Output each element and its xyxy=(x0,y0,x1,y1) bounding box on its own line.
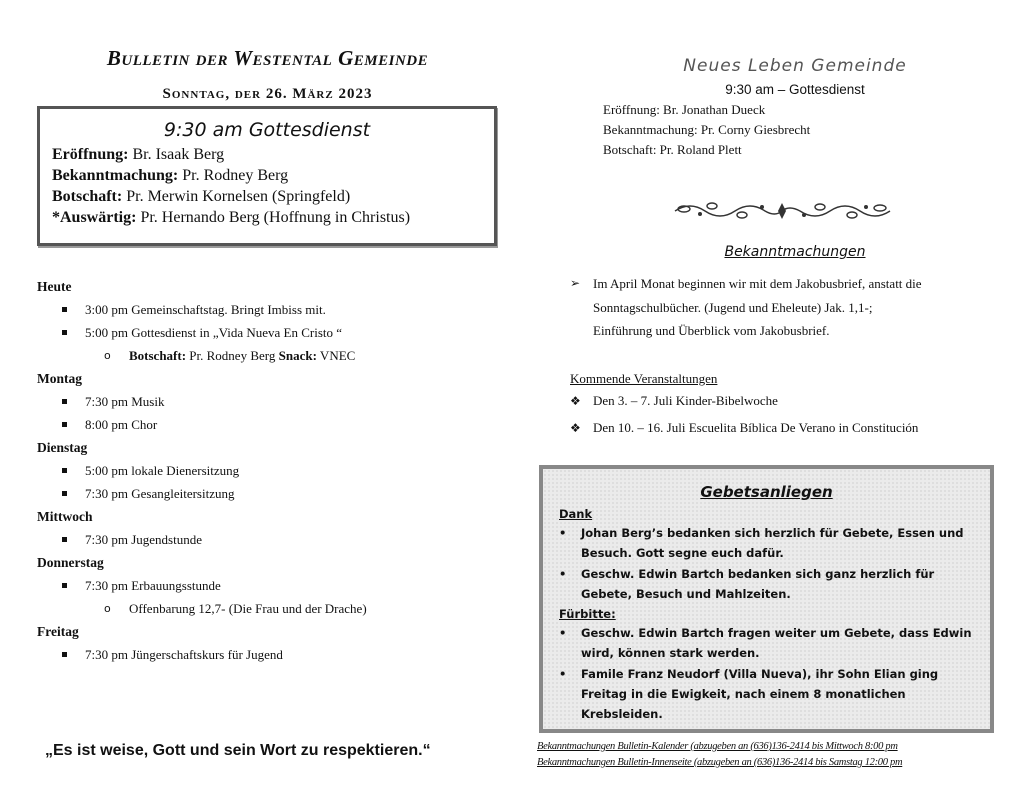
service-line-opening: Eröffnung: Br. Isaak Berg xyxy=(52,146,225,163)
closing-quote: „Es ist weise, Gott und sein Wort zu respektieren.“ xyxy=(45,742,431,759)
list-item: 5:00 pm Gottesdienst in „Vida Nueva En Cristo “ xyxy=(37,324,507,347)
service-line-announcement: Bekanntmachung: Pr. Rodney Berg xyxy=(52,167,289,184)
service-box-title: 9:30 am Gottesdienst xyxy=(163,119,371,141)
day-donnerstag: Donnerstag xyxy=(37,555,104,570)
list-item: 7:30 pm Gesangleitersitzung xyxy=(37,485,507,508)
list-item: 3:00 pm Gemeinschaftstag. Bringt Imbiss mit. xyxy=(37,301,507,324)
day-montag: Montag xyxy=(37,371,82,386)
bulletin-title: Bulletin der Westental Gemeinde xyxy=(106,46,429,70)
role-line: Botschaft: Pr. Roland Plett xyxy=(603,142,742,157)
list-item: • Johan Berg’s bedanken sich herzlich für Gebete, Essen und Besuch. Gott segne euch dafür. xyxy=(559,526,964,560)
day-dienstag: Dienstag xyxy=(37,440,88,455)
role-line: Bekanntmachung: Pr. Corny Giesbrecht xyxy=(603,122,811,137)
prayer-box xyxy=(539,465,994,733)
list-item: 8:00 pm Chor xyxy=(37,416,507,439)
intercession-label: Fürbitte: xyxy=(559,607,616,621)
events-title: Kommende Veranstaltungen xyxy=(570,371,718,386)
service-line-external: *Auswärtig: Pr. Hernando Berg (Hoffnung in Christus) xyxy=(52,209,411,226)
church-name: Neues Leben Gemeinde xyxy=(683,56,907,76)
weekly-schedule xyxy=(37,278,507,669)
footer-note: Bekanntmachungen Bulletin-Innenseite (abzugeben an (636)136-2414 bis Samstag 12:00 pm xyxy=(537,757,903,768)
prayer-title: Gebetsanliegen xyxy=(700,483,833,501)
event-item: ❖ Den 3. – 7. Juli Kinder-Bibelwoche xyxy=(570,393,778,408)
event-item: ❖ Den 10. – 16. Juli Escuelita Bíblica De Verano in Constitución xyxy=(570,420,919,435)
sub-list-item: o Offenbarung 12,7- (Die Frau und der Drache) xyxy=(104,601,367,616)
announcement-item: ➢ Im April Monat beginnen wir mit dem Jakobusbrief, anstatt die Sonntagschulbücher. (Jugend und Eheleute) Jak. 1,1-; Einführung und Überblick vom Jakobusbrief. xyxy=(570,272,1010,343)
sub-list-item: o Botschaft: Pr. Rodney Berg Snack: VNEC xyxy=(104,348,356,363)
role-line: Eröffnung: Br. Jonathan Dueck xyxy=(603,102,766,117)
service-line-message: Botschaft: Pr. Merwin Kornelsen (Springfeld) xyxy=(52,188,351,205)
list-item: 7:30 pm Jugendstunde xyxy=(37,531,507,554)
diamond-bullet-icon: ❖ xyxy=(570,421,581,435)
list-item: • Geschw. Edwin Bartch bedanken sich ganz herzlich für Gebete, Besuch und Mahlzeiten. xyxy=(559,567,935,601)
day-heute: Heute xyxy=(37,279,72,294)
list-item: 7:30 pm Musik xyxy=(37,393,507,416)
day-mittwoch: Mittwoch xyxy=(37,509,93,524)
list-item: 7:30 pm Erbauungsstunde xyxy=(37,577,507,600)
list-item: 7:30 pm Jüngerschaftskurs für Jugend xyxy=(37,646,507,669)
day-freitag: Freitag xyxy=(37,624,79,639)
list-item: 5:00 pm lokale Dienersitzung xyxy=(37,462,507,485)
service-heading: 9:30 am – Gottesdienst xyxy=(725,82,865,97)
diamond-bullet-icon: ❖ xyxy=(570,394,581,408)
thanks-label: Dank xyxy=(559,507,593,521)
ornament-divider-icon xyxy=(670,197,895,225)
service-box xyxy=(37,106,497,246)
bulletin-date: Sonntag, der 26. März 2023 xyxy=(162,86,373,102)
service-roles xyxy=(603,100,810,160)
announcements-title: Bekanntmachungen xyxy=(724,244,866,260)
arrow-bullet-icon: ➢ xyxy=(570,276,581,290)
list-item: • Geschw. Edwin Bartch fragen weiter um Gebete, dass Edwin wird, können stark werden. xyxy=(559,626,972,660)
footer-note: Bekanntmachungen Bulletin-Kalender (abzugeben an (636)136-2414 bis Mittwoch 8:00 pm xyxy=(537,741,898,752)
list-item: • Famile Franz Neudorf (Villa Nueva), ihr Sohn Elian ging Freitag in die Ewigkeit, nach einem 8 monatlichen Krebsleiden. xyxy=(559,667,939,721)
